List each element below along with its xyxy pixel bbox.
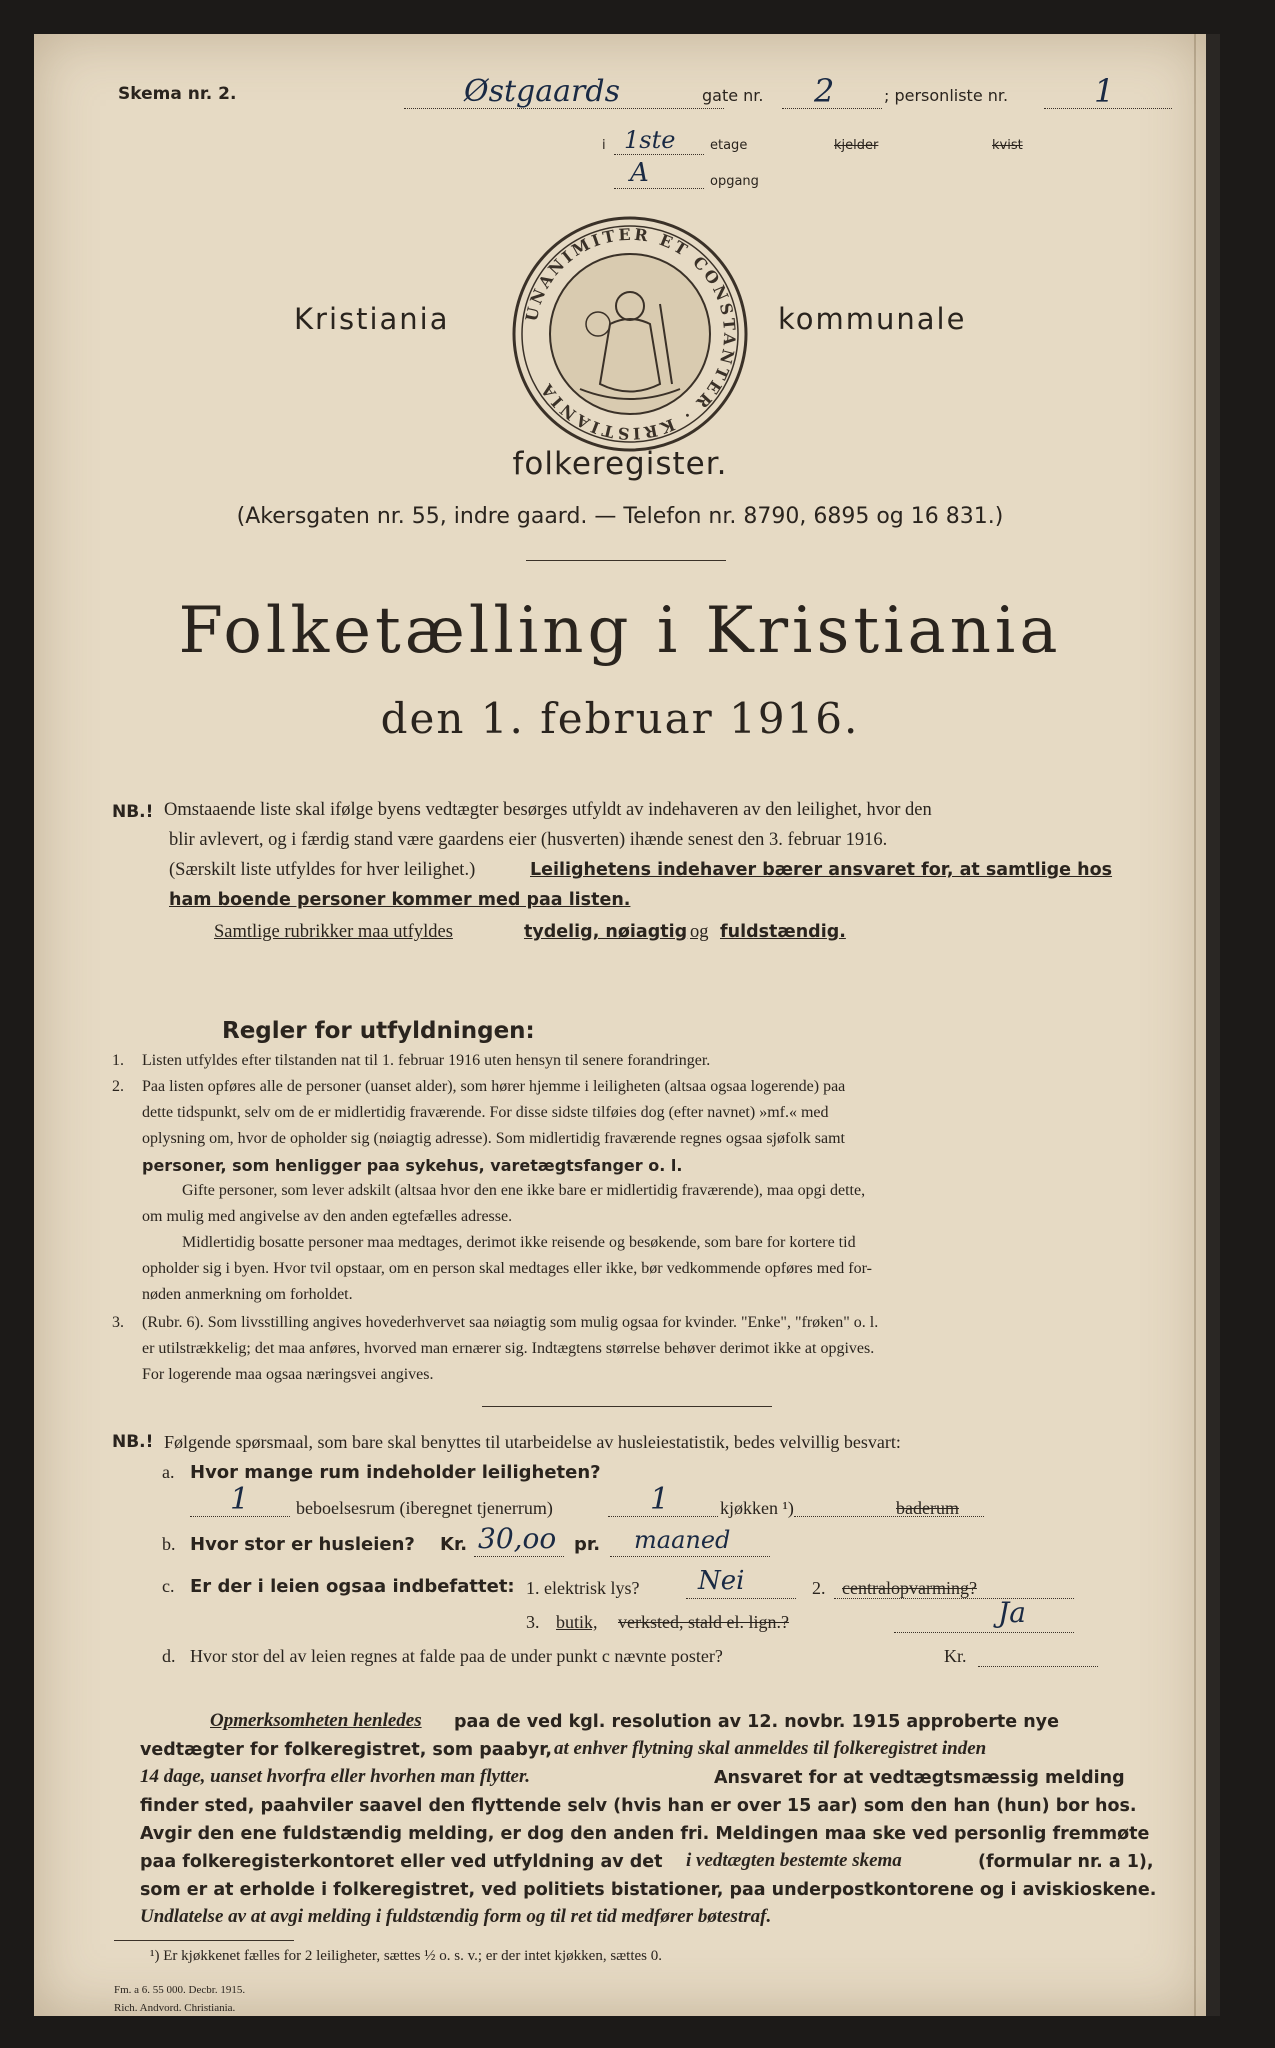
page-fold xyxy=(1194,34,1196,2016)
rent-amount: 30,oo xyxy=(478,1522,557,1555)
nb1-line1: Omstaaende liste skal ifølge byens vedtægter besørges utfyldt av indehaveren av den leilighet, hvor den xyxy=(164,800,932,820)
personliste-label: ; personliste nr. xyxy=(884,86,1009,105)
rooms-value: 1 xyxy=(230,1482,250,1517)
footnote-divider xyxy=(114,1940,294,1941)
d-kr-label: Kr. xyxy=(944,1646,967,1666)
question-c: Er der i leien ogsaa indbefattet: xyxy=(190,1576,515,1597)
rooms-label: beboelsesrum (iberegnet tjenerrum) xyxy=(296,1498,553,1518)
c3-num: 3. xyxy=(526,1612,540,1632)
rule3-line3: For logerende maa ogsaa næringsvei angives. xyxy=(142,1366,434,1383)
notice-line2a: vedtægter for folkeregistret, som paabyr, xyxy=(140,1740,552,1760)
c3-butik: butik, xyxy=(556,1612,598,1632)
bath-label: baderum xyxy=(896,1498,959,1518)
street-name-value: Østgaards xyxy=(464,74,620,109)
d-line xyxy=(978,1642,1098,1667)
kitchen-label: kjøkken ¹) xyxy=(720,1498,794,1518)
nb1-label: NB.! xyxy=(112,802,154,822)
kristiania-label: Kristiania xyxy=(294,302,450,336)
notice-line6c: (formular nr. a 1), xyxy=(978,1852,1154,1872)
notice-line6b: i vedtægten bestemte skema xyxy=(686,1850,902,1871)
rule3-line1: (Rubr. 6). Som livsstilling angives hovederhvervet saa nøiagtig som mulig ogsaa for kvinder. "Enke", "frøken" o. l. xyxy=(142,1314,879,1331)
nb1-line5a: Samtlige rubrikker maa utfyldes xyxy=(214,922,453,942)
rent-period: maaned xyxy=(634,1526,731,1554)
c2-label: centralopvarming? xyxy=(842,1578,977,1598)
rule2-line8: opholder sig i byen. Hvor tvil opstaar, om en person skal medtages eller ikke, bør vedkommende opføres med for- xyxy=(142,1260,872,1277)
folkeregister-label: folkeregister. xyxy=(512,446,728,482)
c2-num: 2. xyxy=(812,1578,826,1598)
main-title: Folketælling i Kristiania xyxy=(178,594,1062,668)
rule2-line5: Gifte personer, som lever adskilt (altsaa hvor den ene ikke bare er midlertidig fraværende), maa opgi dette, xyxy=(182,1182,866,1199)
notice-line1b: paa de ved kgl. resolution av 12. novbr. 1915 approberte nye xyxy=(454,1712,1059,1732)
gate-label: gate nr. xyxy=(702,86,764,105)
notice-line3a: 14 dage, uanset hvorfra eller hvorhen man flytter. xyxy=(140,1766,531,1787)
rule3-num: 3. xyxy=(112,1314,124,1331)
question-c-label: c. xyxy=(162,1576,175,1596)
rule3-line2: er utilstrækkelig; det maa anføres, hvorved man ernærer sig. Indtægtens størrelse behøver derimot ikke at opgives. xyxy=(142,1340,875,1357)
question-a-label: a. xyxy=(162,1462,175,1482)
question-b: Hvor stor er husleien? xyxy=(190,1534,415,1555)
rule1-num: 1. xyxy=(112,1052,124,1069)
opgang-value: A xyxy=(630,158,649,188)
rule2-line4: personer, som henligger paa sykehus, varetægtsfanger o. l. xyxy=(142,1156,683,1175)
c3-line xyxy=(894,1608,1074,1633)
rule2-line9: nøden anmerkning om forholdet. xyxy=(142,1286,353,1303)
opgang-line xyxy=(614,168,704,189)
notice-line7: som er at erholde i folkeregistret, ved politiets bistationer, paa underpostkontorene og i aviskioskene. xyxy=(140,1880,1157,1900)
notice-line2b: at enhver flytning skal anmeldes til folkeregistret inden xyxy=(554,1738,987,1759)
divider xyxy=(526,560,726,561)
rule2-line2: dette tidspunkt, selv om de er midlertidig fraværende. For disse sidste tilføies dog (efter navnet) »mf.« med xyxy=(142,1104,829,1121)
notice-line6a: paa folkeregisterkontoret eller ved utfyldning av det xyxy=(140,1852,663,1872)
etage-value: 1ste xyxy=(624,126,676,154)
kjelder-label: kjelder xyxy=(834,138,879,153)
nb1-line4: ham boende personer kommer med paa listen. xyxy=(169,890,631,910)
rent-pr-label: pr. xyxy=(574,1534,601,1555)
question-d: Hvor stor del av leien regnes at falde paa de under punkt c nævnte poster? xyxy=(190,1646,723,1666)
rule2-line3: oplysning om, hvor de opholder sig (nøiagtig adresse). Som midlertidig fraværende regnes ogsaa sjøfolk samt xyxy=(142,1130,845,1147)
notice-line8: Undlatelse av at avgi melding i fuldstændig form og til ret tid medfører bøtestraf. xyxy=(140,1906,772,1927)
rule2-line6: om mulig med angivelse av den anden egtefælles adresse. xyxy=(142,1208,513,1225)
imprint-line1: Fm. a 6. 55 000. Decbr. 1915. xyxy=(114,1984,246,1996)
opgang-label: opgang xyxy=(710,174,759,189)
nb1-line5c: og xyxy=(690,922,709,942)
personliste-nr-value: 1 xyxy=(1094,72,1115,110)
nb1-line2: blir avlevert, og i færdig stand være gaardens eier (husverten) ihænde senest den 3. februar 1916. xyxy=(169,830,888,850)
question-d-label: d. xyxy=(162,1646,176,1666)
nb1-line3b: Leilighetens indehaver bærer ansvaret for, at samtlige hos xyxy=(530,860,1113,880)
rule2-num: 2. xyxy=(112,1078,124,1095)
kommunale-label: kommunale xyxy=(778,302,967,336)
nb2-intro: Følgende spørsmaal, som bare skal benyttes til utarbeidelse av husleiestatistik, bedes velvillig besvart: xyxy=(164,1432,901,1452)
etage-label: etage xyxy=(710,138,748,153)
nb1-line3a: (Særskilt liste utfyldes for hver leilighet.) xyxy=(169,860,476,880)
notice-line1a: Opmerksomheten henledes xyxy=(210,1710,422,1731)
rule2-line1: Paa listen opføres alle de personer (uanset alder), som hører hjemme i leiligheten (altsaa ogsaa logerende) paa xyxy=(142,1078,846,1095)
question-b-label: b. xyxy=(162,1534,176,1554)
office-address: (Akersgaten nr. 55, indre gaard. — Telefon nr. 8790, 6895 og 16 831.) xyxy=(236,504,1004,529)
gate-nr-value: 2 xyxy=(814,72,835,110)
kristiania-seal-icon xyxy=(510,214,750,454)
divider xyxy=(482,1406,772,1407)
skema-label: Skema nr. 2. xyxy=(118,84,237,104)
nb1-line5b: tydelig, nøiagtig xyxy=(524,922,688,942)
c1-value: Nei xyxy=(698,1566,745,1596)
nb2-label: NB.! xyxy=(112,1432,154,1452)
imprint-line2: Rich. Andvord. Christiania. xyxy=(114,2002,236,2014)
census-date: den 1. februar 1916. xyxy=(380,694,860,743)
rule1-text: Listen utfyldes efter tilstanden nat til 1. februar 1916 uten hensyn til senere forandringer. xyxy=(142,1052,711,1069)
seal-text: UNANIMITER ET CONSTANTER · KRISTIANIA xyxy=(521,224,740,444)
rent-kr-label: Kr. xyxy=(440,1534,468,1555)
nb1-line5d: fuldstændig. xyxy=(720,922,846,942)
rule2-line7: Midlertidig bosatte personer maa medtages, derimot ikke reisende og besøkende, som bare for kortere tid xyxy=(182,1234,856,1251)
kvist-label: kvist xyxy=(992,138,1023,153)
etage-prefix: i xyxy=(602,138,606,153)
c3-value: Ja xyxy=(998,1596,1026,1629)
kitchen-value: 1 xyxy=(650,1482,670,1517)
notice-line3b: Ansvaret for at vedtægtsmæssig melding xyxy=(714,1768,1125,1788)
rules-heading: Regler for utfyldningen: xyxy=(222,1018,535,1044)
question-a: Hvor mange rum indeholder leiligheten? xyxy=(190,1462,601,1483)
c3-other: verksted, stald el. lign.? xyxy=(618,1612,789,1632)
census-form xyxy=(34,34,1220,2016)
notice-line4: finder sted, paahviler saavel den flyttende selv (hvis han er over 15 aar) som den han (hun) bor hos. xyxy=(140,1796,1137,1816)
c1-label: 1. elektrisk lys? xyxy=(526,1578,640,1598)
footnote: ¹) Er kjøkkenet fælles for 2 leiligheter, sættes ½ o. s. v.; er der intet kjøkken, sættes 0. xyxy=(150,1948,662,1964)
notice-line5: Avgir den ene fuldstændig melding, er dog den anden fri. Meldingen maa ske ved personlig fremmøte xyxy=(140,1824,1150,1844)
